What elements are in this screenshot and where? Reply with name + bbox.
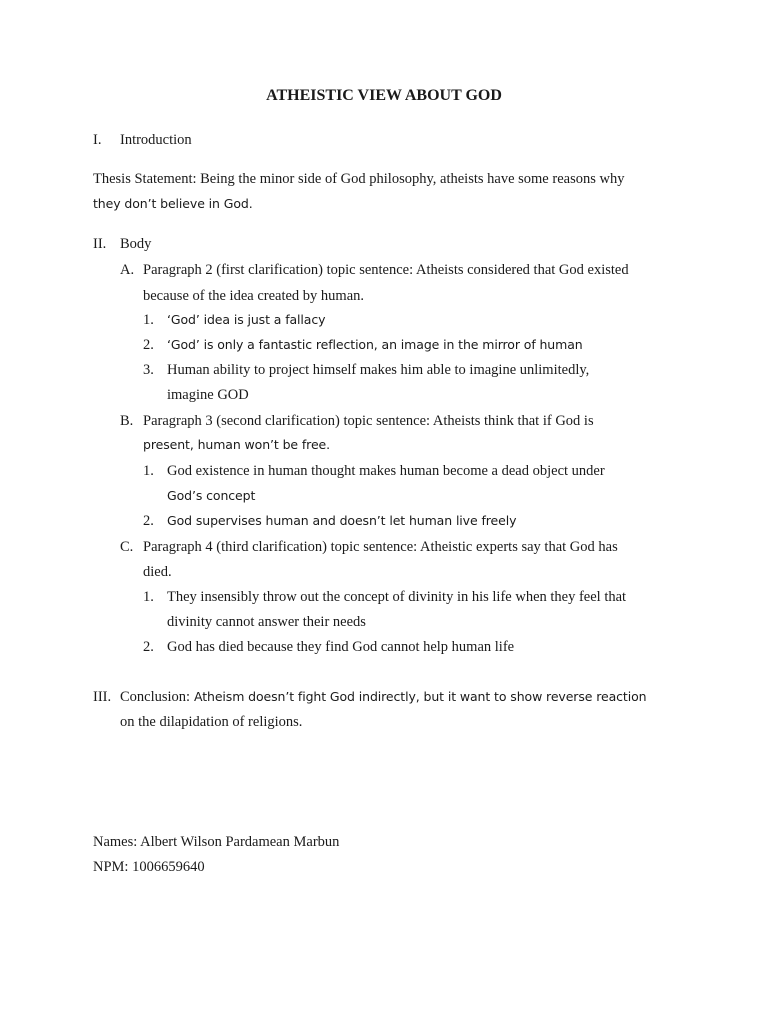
- section-b-letter: B.: [120, 413, 134, 429]
- section-c-item-1-line-1: They insensibly throw out the concept of divinity in his life when they feel that: [167, 589, 627, 605]
- author-npm: NPM: 1006659640: [93, 859, 205, 875]
- section-a-item-1-number: 1.: [143, 312, 154, 328]
- section-c-line-2: died.: [143, 564, 172, 580]
- section-c-item-1-number: 1.: [143, 589, 154, 605]
- conclusion-line-2: on the dilapidation of religions.: [120, 714, 303, 730]
- section-c-item-2-text: God has died because they find God cannot help human life: [167, 639, 515, 655]
- section-a-item-1-text: ‘God’ idea is just a fallacy: [167, 312, 326, 327]
- section-c-item-1-line-2: divinity cannot answer their needs: [167, 614, 366, 630]
- conclusion-label: Conclusion:: [120, 689, 191, 705]
- conclusion-numeral: III.: [93, 689, 112, 705]
- section-b-item-1-number: 1.: [143, 463, 154, 479]
- body-heading: Body: [120, 236, 152, 252]
- author-names: Names: Albert Wilson Pardamean Marbun: [93, 834, 340, 850]
- body-numeral: II.: [93, 236, 107, 252]
- document-title: ATHEISTIC VIEW ABOUT GOD: [266, 87, 502, 104]
- section-c-letter: C.: [120, 539, 134, 555]
- section-b-item-2-number: 2.: [143, 513, 154, 529]
- thesis-line-1: Thesis Statement: Being the minor side of God philosophy, atheists have some reasons why: [93, 171, 625, 187]
- section-a-item-2-text: ‘God’ is only a fantastic reflection, an image in the mirror of human: [167, 337, 583, 352]
- section-b-item-1-line-2: God’s concept: [167, 488, 256, 503]
- section-a-item-2-number: 2.: [143, 337, 154, 353]
- conclusion-line-1: [120, 690, 646, 705]
- section-b-line-2: present, human won’t be free.: [143, 437, 330, 452]
- section-b-item-2-text: God supervises human and doesn’t let human live freely: [167, 513, 517, 528]
- section-a-item-3-line-1: Human ability to project himself makes him able to imagine unlimitedly,: [167, 362, 590, 378]
- section-a-item-3-line-2: imagine GOD: [167, 387, 249, 403]
- section-a-line-1: Paragraph 2 (first clarification) topic sentence: Atheists considered that God existed: [143, 262, 629, 278]
- section-a-item-3-number: 3.: [143, 362, 154, 378]
- section-c-line-1: Paragraph 4 (third clarification) topic sentence: Atheistic experts say that God has: [143, 539, 618, 555]
- section-b-item-1-line-1: God existence in human thought makes human become a dead object under: [167, 463, 605, 479]
- section-b-line-1: Paragraph 3 (second clarification) topic sentence: Atheists think that if God is: [143, 413, 594, 429]
- section-a-line-2: because of the idea created by human.: [143, 288, 365, 304]
- intro-heading: Introduction: [120, 132, 192, 148]
- intro-numeral: I.: [93, 132, 102, 148]
- section-c-item-2-number: 2.: [143, 639, 154, 655]
- thesis-line-2: they don’t believe in God.: [93, 196, 253, 211]
- conclusion-line-1-rest: Atheism doesn’t fight God indirectly, but it want to show reverse reaction: [190, 689, 647, 704]
- section-a-letter: A.: [120, 262, 135, 278]
